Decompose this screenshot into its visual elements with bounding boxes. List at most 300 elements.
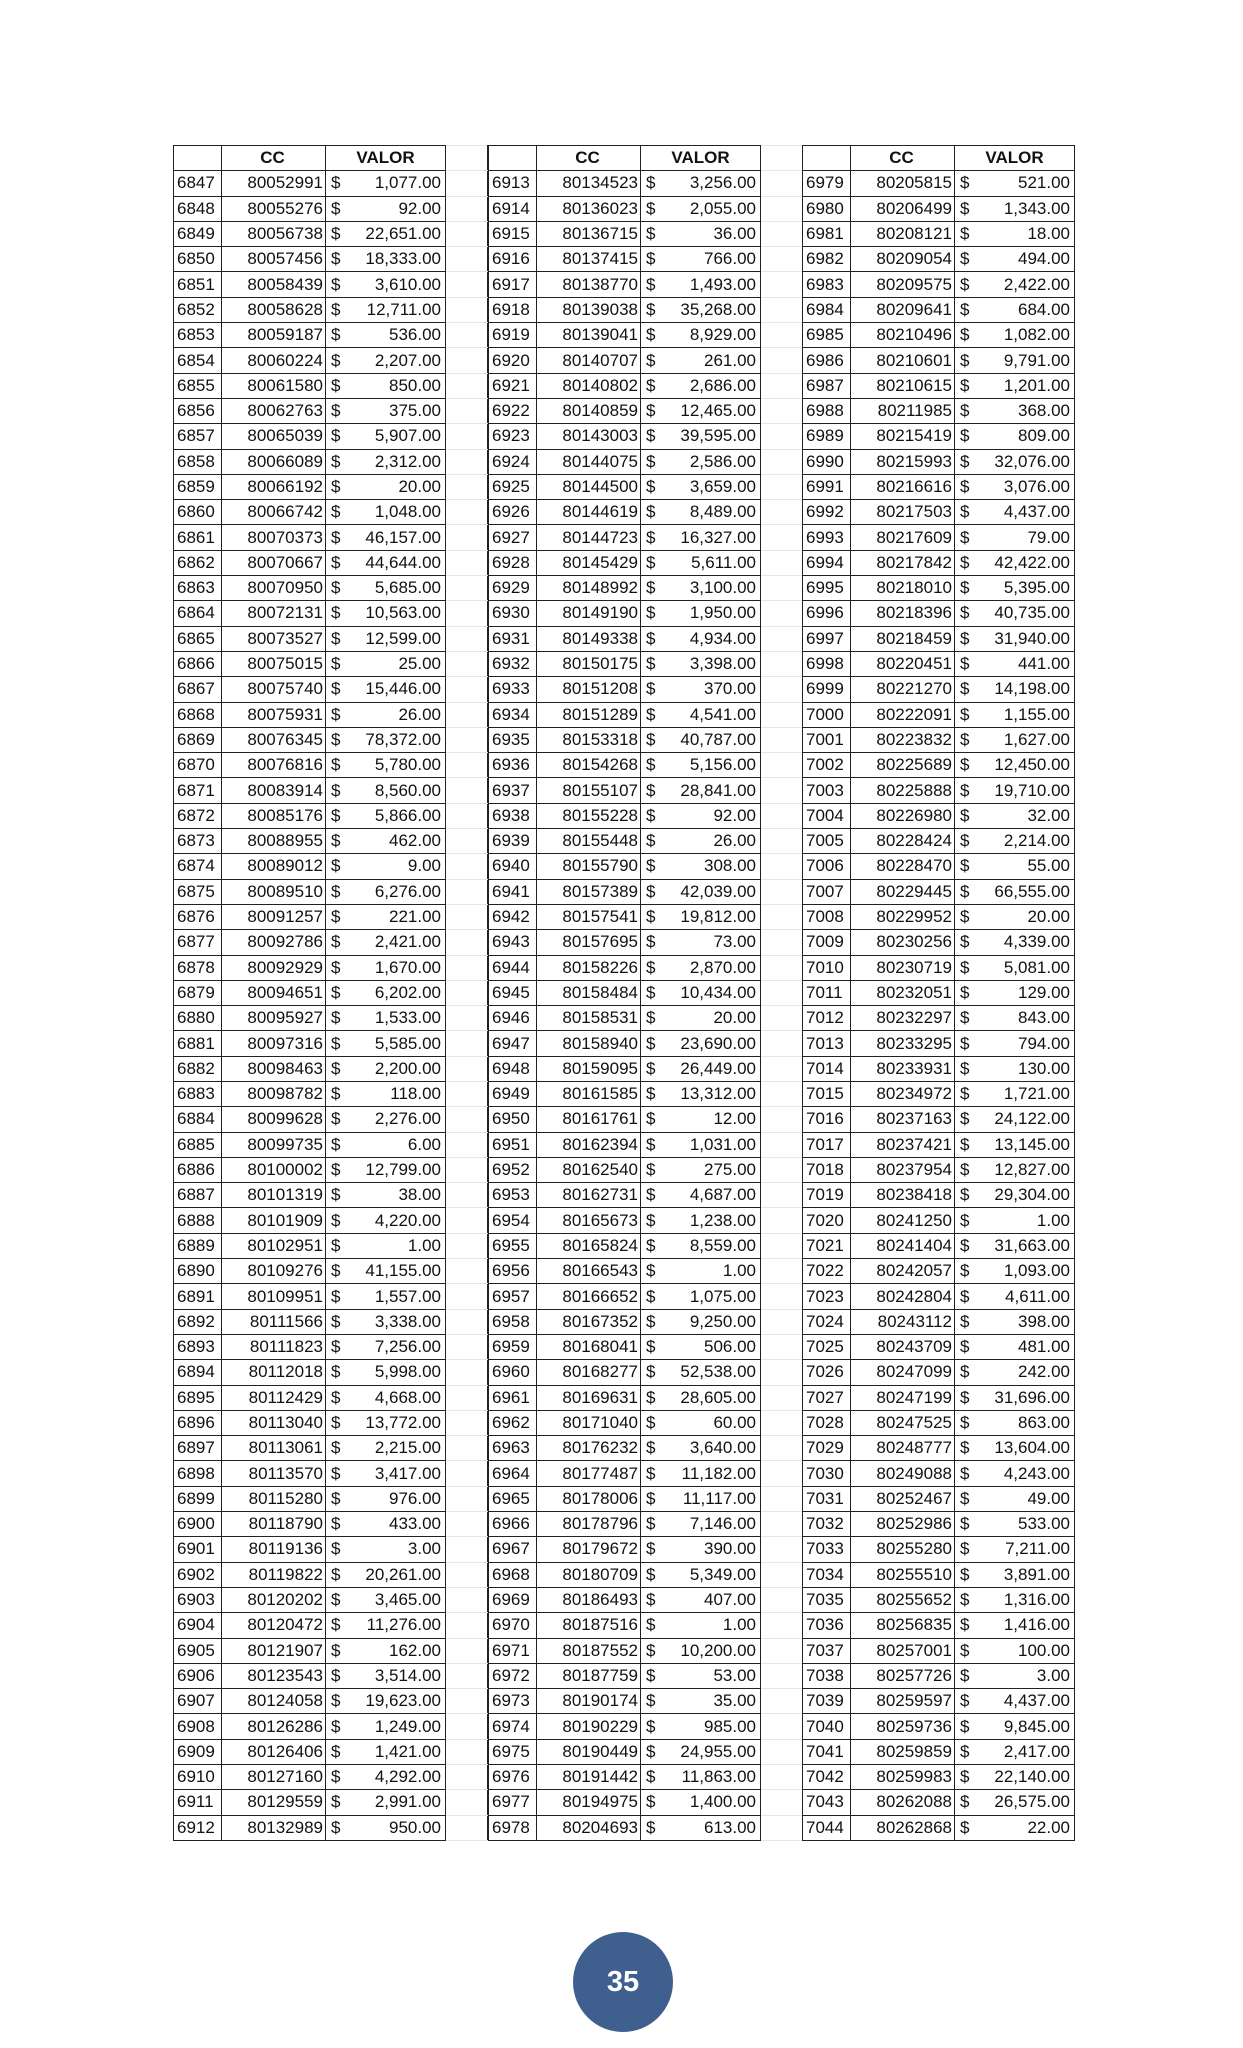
currency-sign: $ — [331, 1134, 341, 1154]
valor-cell — [326, 1765, 446, 1790]
row-index: 6997 — [803, 626, 851, 651]
table-row — [174, 803, 488, 828]
cc-code: 80089510 — [222, 879, 326, 904]
cc-code: 80066742 — [222, 500, 326, 525]
valor-wrap — [955, 1310, 1074, 1334]
row-index: 6886 — [174, 1157, 222, 1182]
valor-cell — [641, 1486, 761, 1511]
cc-code: 80126406 — [222, 1739, 326, 1764]
table-row — [174, 1613, 488, 1638]
valor-wrap — [641, 930, 760, 954]
valor-amount: 4,934.00 — [689, 628, 756, 648]
valor-amount: 118.00 — [390, 1084, 441, 1104]
valor-cell — [641, 297, 761, 322]
valor-wrap — [641, 1765, 760, 1789]
table-row — [803, 955, 1075, 980]
valor-wrap — [955, 1133, 1074, 1157]
row-index: 7005 — [803, 829, 851, 854]
table-row — [174, 500, 488, 525]
valor-cell — [641, 930, 761, 955]
valor-wrap — [326, 298, 445, 322]
row-index: 6885 — [174, 1132, 222, 1157]
table-row — [174, 1562, 488, 1587]
table-row — [489, 221, 803, 246]
spacer-cell — [761, 500, 803, 525]
table-row — [803, 1461, 1075, 1486]
table-row — [489, 1461, 803, 1486]
spacer-cell — [761, 1107, 803, 1132]
currency-sign: $ — [331, 881, 341, 901]
table-row — [174, 1208, 488, 1233]
valor-cell — [955, 1714, 1075, 1739]
row-index: 6985 — [803, 323, 851, 348]
row-index: 6999 — [803, 677, 851, 702]
valor-wrap — [955, 1386, 1074, 1410]
cc-code: 80179672 — [537, 1537, 641, 1562]
valor-cell — [955, 727, 1075, 752]
valor-wrap — [326, 930, 445, 954]
valor-cell — [326, 474, 446, 499]
valor-amount: 221.00 — [389, 907, 441, 927]
valor-wrap — [641, 1563, 760, 1587]
valor-amount: 684.00 — [1018, 299, 1070, 319]
valor-amount: 2,214.00 — [1003, 831, 1070, 851]
spacer-cell — [446, 1132, 488, 1157]
row-index: 7044 — [803, 1815, 851, 1840]
cc-code: 80073527 — [222, 626, 326, 651]
currency-sign: $ — [646, 907, 656, 927]
currency-sign: $ — [331, 173, 341, 193]
row-index: 7016 — [803, 1107, 851, 1132]
spacer-cell — [761, 854, 803, 879]
spacer-cell — [446, 1183, 488, 1208]
currency-sign: $ — [960, 1412, 970, 1432]
currency-sign: $ — [960, 1134, 970, 1154]
currency-sign: $ — [331, 552, 341, 572]
cc-code: 80055276 — [222, 196, 326, 221]
valor-amount: 38.00 — [398, 1185, 441, 1205]
cc-code: 80190174 — [537, 1689, 641, 1714]
valor-cell — [326, 1461, 446, 1486]
valor-amount: 20.00 — [1027, 907, 1070, 927]
valor-cell — [641, 1183, 761, 1208]
row-index: 7037 — [803, 1638, 851, 1663]
cc-code: 80205815 — [851, 171, 955, 196]
valor-cell — [955, 1107, 1075, 1132]
cc-code: 80259597 — [851, 1689, 955, 1714]
spacer-cell — [446, 171, 488, 196]
cc-code: 80162394 — [537, 1132, 641, 1157]
spacer-cell — [446, 727, 488, 752]
spacer-cell — [446, 1689, 488, 1714]
valor-cell — [955, 1259, 1075, 1284]
valor-wrap — [326, 1740, 445, 1764]
cc-code: 80165673 — [537, 1208, 641, 1233]
spacer-cell — [446, 1638, 488, 1663]
spacer-cell — [446, 930, 488, 955]
valor-wrap — [641, 197, 760, 221]
spacer-cell — [761, 1132, 803, 1157]
valor-amount: 407.00 — [704, 1590, 756, 1610]
table-row — [803, 1132, 1075, 1157]
currency-sign: $ — [646, 729, 656, 749]
table-row — [174, 829, 488, 854]
table-row — [174, 1006, 488, 1031]
currency-sign: $ — [331, 1109, 341, 1129]
currency-sign: $ — [331, 1387, 341, 1407]
table-row — [803, 247, 1075, 272]
valor-amount: 261.00 — [704, 350, 756, 370]
valor-cell — [955, 601, 1075, 626]
currency-sign: $ — [331, 401, 341, 421]
currency-sign: $ — [331, 1311, 341, 1331]
valor-amount: 1,031.00 — [689, 1134, 756, 1154]
currency-sign: $ — [331, 932, 341, 952]
currency-sign: $ — [646, 856, 656, 876]
valor-cell — [955, 1309, 1075, 1334]
table-row — [803, 879, 1075, 904]
table-row — [174, 1638, 488, 1663]
row-index: 6949 — [489, 1081, 537, 1106]
row-index: 7018 — [803, 1157, 851, 1182]
table-row — [174, 854, 488, 879]
valor-wrap — [326, 222, 445, 246]
cc-code: 80056738 — [222, 221, 326, 246]
cc-code: 80229952 — [851, 904, 955, 929]
valor-wrap — [641, 1209, 760, 1233]
valor-amount: 31,940.00 — [994, 628, 1070, 648]
valor-cell — [641, 1284, 761, 1309]
valor-cell — [641, 1056, 761, 1081]
valor-cell — [326, 323, 446, 348]
table-row — [489, 1613, 803, 1638]
row-index: 6894 — [174, 1360, 222, 1385]
valor-amount: 3,514.00 — [374, 1665, 441, 1685]
cc-code: 80129559 — [222, 1790, 326, 1815]
spacer-cell — [446, 424, 488, 449]
cc-code: 80187552 — [537, 1638, 641, 1663]
spacer-cell — [446, 1815, 488, 1840]
valor-amount: 1,093.00 — [1003, 1261, 1070, 1281]
cc-code: 80210496 — [851, 323, 955, 348]
cc-code: 80218396 — [851, 601, 955, 626]
valor-amount: 52,538.00 — [680, 1362, 756, 1382]
currency-sign: $ — [646, 1008, 656, 1028]
table-row — [489, 1790, 803, 1815]
currency-sign: $ — [960, 350, 970, 370]
table-row — [174, 272, 488, 297]
valor-amount: 521.00 — [1018, 173, 1070, 193]
valor-wrap — [641, 450, 760, 474]
cc-code: 80137415 — [537, 247, 641, 272]
valor-amount: 22.00 — [1027, 1817, 1070, 1837]
table-row — [174, 980, 488, 1005]
valor-cell — [641, 1512, 761, 1537]
row-index: 6977 — [489, 1790, 537, 1815]
cc-code: 80243112 — [851, 1309, 955, 1334]
row-index: 6881 — [174, 1031, 222, 1056]
currency-sign: $ — [331, 1488, 341, 1508]
spacer-cell — [761, 323, 803, 348]
spacer-cell — [446, 1157, 488, 1182]
valor-amount: 12,465.00 — [680, 401, 756, 421]
valor-amount: 1,670.00 — [374, 957, 441, 977]
valor-cell — [955, 323, 1075, 348]
cc-code: 80145429 — [537, 550, 641, 575]
valor-cell — [955, 1385, 1075, 1410]
table-row — [489, 196, 803, 221]
currency-sign: $ — [960, 451, 970, 471]
row-index: 6882 — [174, 1056, 222, 1081]
row-index: 6920 — [489, 348, 537, 373]
spacer-cell — [761, 171, 803, 196]
cc-code: 80140859 — [537, 398, 641, 423]
valor-cell — [326, 1815, 446, 1840]
spacer-cell — [446, 1284, 488, 1309]
valor-amount: 2,215.00 — [374, 1438, 441, 1458]
cc-code: 80232297 — [851, 1006, 955, 1031]
spacer-cell — [761, 677, 803, 702]
currency-sign: $ — [331, 527, 341, 547]
valor-wrap — [326, 1209, 445, 1233]
spacer-cell — [761, 1006, 803, 1031]
spacer-cell — [446, 1334, 488, 1359]
valor-cell — [955, 1208, 1075, 1233]
valor-cell — [955, 955, 1075, 980]
valor-amount: 13,145.00 — [994, 1134, 1070, 1154]
valor-wrap — [641, 880, 760, 904]
table-row — [803, 1815, 1075, 1840]
currency-sign: $ — [960, 755, 970, 775]
spacer-cell — [761, 601, 803, 626]
cc-code: 80119822 — [222, 1562, 326, 1587]
currency-sign: $ — [646, 1261, 656, 1281]
valor-wrap — [326, 450, 445, 474]
cc-code: 80097316 — [222, 1031, 326, 1056]
cc-code: 80217609 — [851, 525, 955, 550]
currency-sign: $ — [646, 375, 656, 395]
valor-amount: 809.00 — [1018, 426, 1070, 446]
cc-code: 80234972 — [851, 1081, 955, 1106]
table-row — [803, 626, 1075, 651]
currency-sign: $ — [646, 401, 656, 421]
valor-cell — [955, 1334, 1075, 1359]
row-index: 7028 — [803, 1410, 851, 1435]
cc-code: 80085176 — [222, 803, 326, 828]
cc-code: 80249088 — [851, 1461, 955, 1486]
row-index: 6919 — [489, 323, 537, 348]
header-index — [803, 146, 851, 171]
spacer-cell — [761, 1537, 803, 1562]
cc-code: 80062763 — [222, 398, 326, 423]
table-row — [489, 879, 803, 904]
valor-amount: 3,891.00 — [1003, 1564, 1070, 1584]
cc-code: 80139041 — [537, 323, 641, 348]
valor-cell — [326, 1410, 446, 1435]
valor-cell — [955, 1056, 1075, 1081]
valor-amount: 3,338.00 — [374, 1311, 441, 1331]
spacer-cell — [761, 803, 803, 828]
row-index: 6901 — [174, 1537, 222, 1562]
valor-wrap — [326, 779, 445, 803]
valor-amount: 26,449.00 — [680, 1058, 756, 1078]
valor-amount: 23,690.00 — [680, 1033, 756, 1053]
cc-code: 80092929 — [222, 955, 326, 980]
table-row — [174, 1537, 488, 1562]
valor-wrap — [326, 601, 445, 625]
valor-wrap — [955, 1588, 1074, 1612]
table-row — [489, 1183, 803, 1208]
spacer-cell — [761, 955, 803, 980]
spacer-cell — [446, 854, 488, 879]
spacer-cell — [761, 424, 803, 449]
valor-wrap — [641, 1790, 760, 1814]
valor-wrap — [955, 779, 1074, 803]
valor-cell — [955, 1183, 1075, 1208]
table-row — [489, 1233, 803, 1258]
spacer-cell — [446, 500, 488, 525]
row-index: 6930 — [489, 601, 537, 626]
valor-amount: 2,276.00 — [374, 1109, 441, 1129]
table-row — [174, 1587, 488, 1612]
valor-amount: 92.00 — [398, 198, 441, 218]
valor-cell — [955, 398, 1075, 423]
currency-sign: $ — [646, 552, 656, 572]
valor-cell — [326, 879, 446, 904]
row-index: 6964 — [489, 1461, 537, 1486]
row-index: 6854 — [174, 348, 222, 373]
valor-wrap — [641, 349, 760, 373]
valor-cell — [326, 1512, 446, 1537]
currency-sign: $ — [960, 704, 970, 724]
valor-cell — [955, 1410, 1075, 1435]
table-row — [174, 449, 488, 474]
spacer-cell — [761, 1739, 803, 1764]
valor-amount: 35.00 — [713, 1691, 756, 1711]
valor-amount: 78,372.00 — [365, 729, 441, 749]
valor-amount: 12,827.00 — [994, 1160, 1070, 1180]
table-row — [174, 1157, 488, 1182]
row-index: 6910 — [174, 1765, 222, 1790]
header-row — [174, 146, 488, 171]
table-row — [489, 1638, 803, 1663]
cc-code: 80242057 — [851, 1259, 955, 1284]
table-row — [489, 829, 803, 854]
valor-cell — [641, 1739, 761, 1764]
table-row — [489, 854, 803, 879]
valor-cell — [641, 879, 761, 904]
header-cc: CC — [851, 146, 955, 171]
currency-sign: $ — [646, 957, 656, 977]
valor-cell — [641, 778, 761, 803]
valor-cell — [641, 525, 761, 550]
valor-amount: 5,156.00 — [689, 755, 756, 775]
valor-cell — [641, 424, 761, 449]
currency-sign: $ — [960, 805, 970, 825]
cc-code: 80262088 — [851, 1790, 955, 1815]
cc-code: 80121907 — [222, 1638, 326, 1663]
valor-wrap — [641, 1512, 760, 1536]
spacer-cell — [446, 1436, 488, 1461]
valor-amount: 13,772.00 — [365, 1412, 441, 1432]
valor-wrap — [955, 829, 1074, 853]
row-index: 6902 — [174, 1562, 222, 1587]
cc-code: 80115280 — [222, 1486, 326, 1511]
valor-wrap — [641, 1057, 760, 1081]
valor-cell — [955, 778, 1075, 803]
table-row — [174, 550, 488, 575]
cc-code: 80118790 — [222, 1512, 326, 1537]
row-index: 6976 — [489, 1765, 537, 1790]
valor-wrap — [641, 728, 760, 752]
valor-cell — [641, 803, 761, 828]
valor-wrap — [955, 1512, 1074, 1536]
valor-amount: 11,863.00 — [681, 1767, 756, 1787]
cc-code: 80217503 — [851, 500, 955, 525]
row-index: 7029 — [803, 1436, 851, 1461]
table-row — [489, 1562, 803, 1587]
table-row — [803, 1006, 1075, 1031]
cc-code: 80238418 — [851, 1183, 955, 1208]
table-row — [803, 651, 1075, 676]
cc-code: 80136023 — [537, 196, 641, 221]
cc-code: 80058439 — [222, 272, 326, 297]
cc-code: 80190229 — [537, 1714, 641, 1739]
valor-wrap — [955, 500, 1074, 524]
currency-sign: $ — [646, 325, 656, 345]
valor-amount: 162.00 — [389, 1640, 441, 1660]
valor-cell — [955, 1537, 1075, 1562]
cc-code: 80120472 — [222, 1613, 326, 1638]
table-row — [803, 1714, 1075, 1739]
cc-code: 80101319 — [222, 1183, 326, 1208]
valor-amount: 42,422.00 — [994, 552, 1070, 572]
cc-code: 80259859 — [851, 1739, 955, 1764]
valor-wrap — [955, 197, 1074, 221]
table-row — [174, 348, 488, 373]
currency-sign: $ — [331, 1235, 341, 1255]
spacer-cell — [761, 272, 803, 297]
page-number-badge — [573, 1932, 673, 2032]
spacer-cell — [761, 1284, 803, 1309]
valor-amount: 9.00 — [407, 856, 441, 876]
currency-sign: $ — [646, 1412, 656, 1432]
table-row — [489, 1815, 803, 1840]
row-index: 6989 — [803, 424, 851, 449]
table-row — [174, 323, 488, 348]
cc-code: 80144075 — [537, 449, 641, 474]
valor-amount: 6,202.00 — [374, 982, 441, 1002]
row-index: 7001 — [803, 727, 851, 752]
valor-cell — [641, 1208, 761, 1233]
currency-sign: $ — [331, 1033, 341, 1053]
row-index: 6878 — [174, 955, 222, 980]
valor-cell — [326, 626, 446, 651]
cc-code: 80136715 — [537, 221, 641, 246]
valor-wrap — [641, 753, 760, 777]
row-index: 6992 — [803, 500, 851, 525]
spacer-cell — [761, 1638, 803, 1663]
valor-amount: 19,812.00 — [680, 907, 756, 927]
row-index: 6887 — [174, 1183, 222, 1208]
spacer-cell — [761, 1765, 803, 1790]
row-index: 7027 — [803, 1385, 851, 1410]
table-row — [174, 1132, 488, 1157]
valor-cell — [326, 171, 446, 196]
valor-wrap — [326, 1462, 445, 1486]
valor-cell — [955, 1739, 1075, 1764]
valor-wrap — [641, 956, 760, 980]
